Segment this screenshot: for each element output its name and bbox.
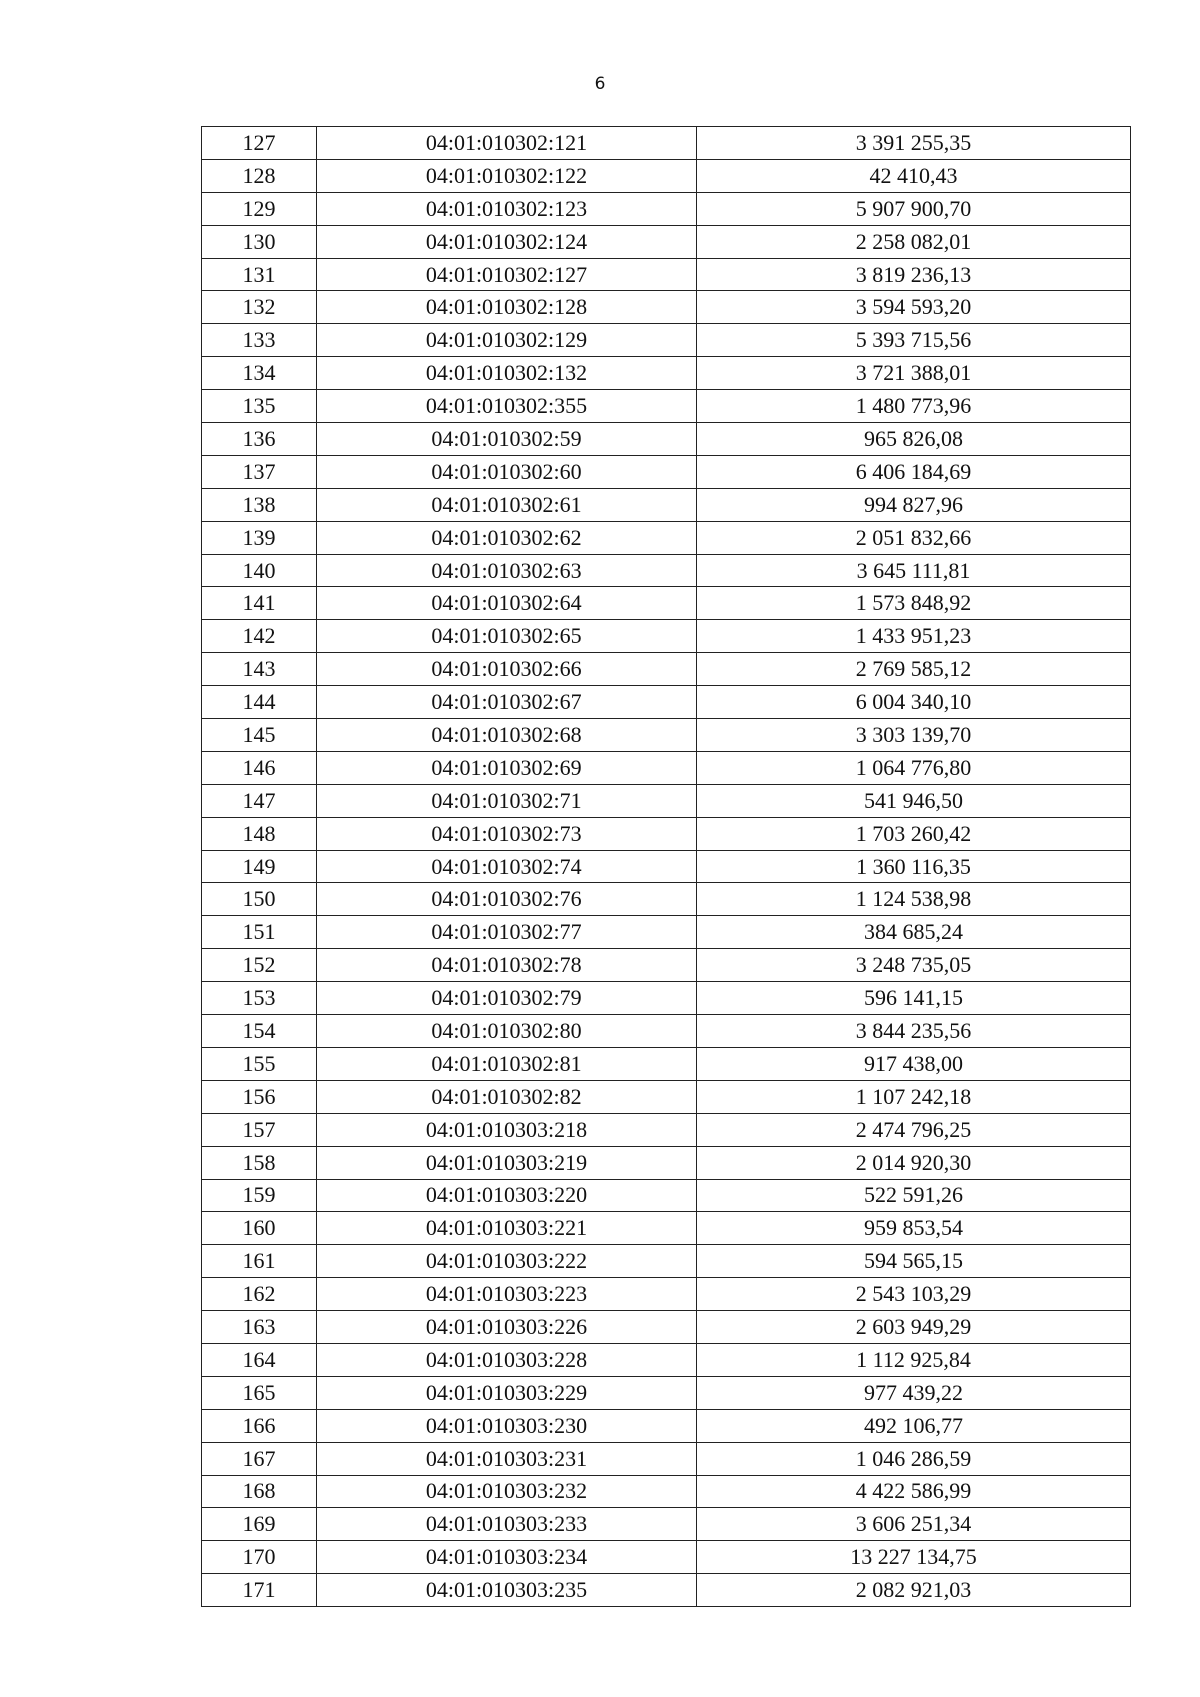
- cadastral-number-cell: 04:01:010302:63: [317, 554, 697, 587]
- row-number-cell: 159: [202, 1179, 317, 1212]
- table-row: [202, 258, 1131, 291]
- cadastral-value-cell: 384 685,24: [697, 916, 1131, 949]
- table-row: [202, 850, 1131, 883]
- cadastral-value-cell: 3 721 388,01: [697, 357, 1131, 390]
- cadastral-number-cell: 04:01:010302:78: [317, 949, 697, 982]
- cadastral-number-cell: 04:01:010303:231: [317, 1442, 697, 1475]
- table-row: [202, 357, 1131, 390]
- table-row: [202, 982, 1131, 1015]
- row-number-cell: 155: [202, 1047, 317, 1080]
- cadastral-number-cell: 04:01:010303:232: [317, 1475, 697, 1508]
- cadastral-value-cell: 977 439,22: [697, 1376, 1131, 1409]
- table-row: [202, 686, 1131, 719]
- cadastral-number-cell: 04:01:010302:60: [317, 455, 697, 488]
- row-number-cell: 150: [202, 883, 317, 916]
- row-number-cell: 170: [202, 1541, 317, 1574]
- cadastral-value-cell: 5 393 715,56: [697, 324, 1131, 357]
- cadastral-number-cell: 04:01:010302:64: [317, 587, 697, 620]
- table-row: [202, 1179, 1131, 1212]
- cadastral-number-cell: 04:01:010302:74: [317, 850, 697, 883]
- cadastral-number-cell: 04:01:010303:229: [317, 1376, 697, 1409]
- cadastral-number-cell: 04:01:010302:66: [317, 653, 697, 686]
- cadastral-value-cell: 2 051 832,66: [697, 521, 1131, 554]
- cadastral-number-cell: 04:01:010302:80: [317, 1015, 697, 1048]
- row-number-cell: 156: [202, 1080, 317, 1113]
- cadastral-number-cell: 04:01:010303:222: [317, 1245, 697, 1278]
- table-row: [202, 1376, 1131, 1409]
- cadastral-value-cell: 42 410,43: [697, 159, 1131, 192]
- cadastral-number-cell: 04:01:010303:228: [317, 1343, 697, 1376]
- cadastral-number-cell: 04:01:010302:123: [317, 192, 697, 225]
- cadastral-value-cell: 2 543 103,29: [697, 1278, 1131, 1311]
- cadastral-number-cell: 04:01:010302:71: [317, 784, 697, 817]
- cadastral-number-cell: 04:01:010302:62: [317, 521, 697, 554]
- cadastral-value-cell: 1 046 286,59: [697, 1442, 1131, 1475]
- cadastral-value-cell: 2 082 921,03: [697, 1574, 1131, 1607]
- cadastral-value-cell: 541 946,50: [697, 784, 1131, 817]
- page-number: 6: [594, 74, 606, 94]
- table-row: [202, 1442, 1131, 1475]
- cadastral-number-cell: 04:01:010302:65: [317, 620, 697, 653]
- row-number-cell: 145: [202, 719, 317, 752]
- table-row: [202, 1409, 1131, 1442]
- table-row: [202, 192, 1131, 225]
- row-number-cell: 161: [202, 1245, 317, 1278]
- table-row: [202, 653, 1131, 686]
- table-row: [202, 455, 1131, 488]
- table-row: [202, 883, 1131, 916]
- table-row: [202, 1475, 1131, 1508]
- cadastral-value-cell: 994 827,96: [697, 488, 1131, 521]
- cadastral-value-cell: 1 360 116,35: [697, 850, 1131, 883]
- row-number-cell: 131: [202, 258, 317, 291]
- row-number-cell: 152: [202, 949, 317, 982]
- row-number-cell: 132: [202, 291, 317, 324]
- cadastral-number-cell: 04:01:010303:223: [317, 1278, 697, 1311]
- row-number-cell: 149: [202, 850, 317, 883]
- cadastral-number-cell: 04:01:010302:122: [317, 159, 697, 192]
- table-row: [202, 1508, 1131, 1541]
- table-row: [202, 488, 1131, 521]
- table-row: [202, 1343, 1131, 1376]
- table-row: [202, 1278, 1131, 1311]
- row-number-cell: 158: [202, 1146, 317, 1179]
- cadastral-number-cell: 04:01:010303:235: [317, 1574, 697, 1607]
- row-number-cell: 137: [202, 455, 317, 488]
- table-row: [202, 423, 1131, 456]
- row-number-cell: 136: [202, 423, 317, 456]
- cadastral-value-cell: 3 594 593,20: [697, 291, 1131, 324]
- row-number-cell: 157: [202, 1113, 317, 1146]
- row-number-cell: 127: [202, 127, 317, 160]
- row-number-cell: 166: [202, 1409, 317, 1442]
- row-number-cell: 135: [202, 390, 317, 423]
- cadastral-value-cell: 959 853,54: [697, 1212, 1131, 1245]
- table-row: [202, 751, 1131, 784]
- cadastral-value-cell: 2 014 920,30: [697, 1146, 1131, 1179]
- row-number-cell: 146: [202, 751, 317, 784]
- table-row: [202, 587, 1131, 620]
- cadastral-number-cell: 04:01:010302:77: [317, 916, 697, 949]
- cadastral-value-cell: 1 064 776,80: [697, 751, 1131, 784]
- cadastral-number-cell: 04:01:010303:218: [317, 1113, 697, 1146]
- row-number-cell: 142: [202, 620, 317, 653]
- row-number-cell: 133: [202, 324, 317, 357]
- cadastral-value-cell: 965 826,08: [697, 423, 1131, 456]
- cadastral-number-cell: 04:01:010302:61: [317, 488, 697, 521]
- cadastral-number-cell: 04:01:010302:67: [317, 686, 697, 719]
- table-row: [202, 324, 1131, 357]
- row-number-cell: 165: [202, 1376, 317, 1409]
- row-number-cell: 143: [202, 653, 317, 686]
- row-number-cell: 168: [202, 1475, 317, 1508]
- row-number-cell: 153: [202, 982, 317, 1015]
- row-number-cell: 148: [202, 817, 317, 850]
- cadastral-value-cell: 2 769 585,12: [697, 653, 1131, 686]
- cadastral-value-cell: 1 107 242,18: [697, 1080, 1131, 1113]
- cadastral-value-cell: 3 248 735,05: [697, 949, 1131, 982]
- cadastral-number-cell: 04:01:010302:73: [317, 817, 697, 850]
- cadastral-value-cell: 1 112 925,84: [697, 1343, 1131, 1376]
- table-row: [202, 390, 1131, 423]
- table-row: [202, 719, 1131, 752]
- cadastral-value-cell: 3 303 139,70: [697, 719, 1131, 752]
- cadastral-value-cell: 2 603 949,29: [697, 1311, 1131, 1344]
- row-number-cell: 128: [202, 159, 317, 192]
- table-row: [202, 127, 1131, 160]
- cadastral-number-cell: 04:01:010303:221: [317, 1212, 697, 1245]
- table-row: [202, 1574, 1131, 1607]
- cadastral-number-cell: 04:01:010302:124: [317, 225, 697, 258]
- table-row: [202, 291, 1131, 324]
- table-row: [202, 620, 1131, 653]
- row-number-cell: 147: [202, 784, 317, 817]
- cadastral-number-cell: 04:01:010303:219: [317, 1146, 697, 1179]
- cadastral-number-cell: 04:01:010302:129: [317, 324, 697, 357]
- table-row: [202, 817, 1131, 850]
- cadastral-value-cell: 1 480 773,96: [697, 390, 1131, 423]
- cadastral-number-cell: 04:01:010302:59: [317, 423, 697, 456]
- row-number-cell: 164: [202, 1343, 317, 1376]
- table-row: [202, 916, 1131, 949]
- cadastral-number-cell: 04:01:010303:226: [317, 1311, 697, 1344]
- cadastral-value-cell: 917 438,00: [697, 1047, 1131, 1080]
- cadastral-value-cell: 596 141,15: [697, 982, 1131, 1015]
- table-row: [202, 1047, 1131, 1080]
- row-number-cell: 130: [202, 225, 317, 258]
- table-row: [202, 1311, 1131, 1344]
- table-row: [202, 1541, 1131, 1574]
- cadastral-value-cell: 1 703 260,42: [697, 817, 1131, 850]
- cadastral-value-cell: 522 591,26: [697, 1179, 1131, 1212]
- cadastral-number-cell: 04:01:010302:76: [317, 883, 697, 916]
- row-number-cell: 139: [202, 521, 317, 554]
- cadastral-value-cell: 2 474 796,25: [697, 1113, 1131, 1146]
- table-row: [202, 1080, 1131, 1113]
- table-row: [202, 949, 1131, 982]
- cadastral-number-cell: 04:01:010302:132: [317, 357, 697, 390]
- cadastral-number-cell: 04:01:010302:355: [317, 390, 697, 423]
- cadastral-value-cell: 5 907 900,70: [697, 192, 1131, 225]
- cadastral-value-cell: 1 433 951,23: [697, 620, 1131, 653]
- cadastral-value-cell: 3 645 111,81: [697, 554, 1131, 587]
- table-row: [202, 225, 1131, 258]
- cadastral-value-cell: 4 422 586,99: [697, 1475, 1131, 1508]
- row-number-cell: 154: [202, 1015, 317, 1048]
- cadastral-value-cell: 6 406 184,69: [697, 455, 1131, 488]
- cadastral-value-cell: 3 844 235,56: [697, 1015, 1131, 1048]
- row-number-cell: 141: [202, 587, 317, 620]
- row-number-cell: 167: [202, 1442, 317, 1475]
- cadastral-value-cell: 594 565,15: [697, 1245, 1131, 1278]
- cadastral-number-cell: 04:01:010302:79: [317, 982, 697, 1015]
- table-row: [202, 159, 1131, 192]
- row-number-cell: 162: [202, 1278, 317, 1311]
- cadastral-value-cell: 492 106,77: [697, 1409, 1131, 1442]
- cadastral-value-cell: 13 227 134,75: [697, 1541, 1131, 1574]
- cadastral-number-cell: 04:01:010303:220: [317, 1179, 697, 1212]
- cadastral-number-cell: 04:01:010302:127: [317, 258, 697, 291]
- cadastral-number-cell: 04:01:010302:121: [317, 127, 697, 160]
- table-row: [202, 1015, 1131, 1048]
- cadastral-number-cell: 04:01:010302:69: [317, 751, 697, 784]
- cadastral-number-cell: 04:01:010302:68: [317, 719, 697, 752]
- cadastral-number-cell: 04:01:010302:82: [317, 1080, 697, 1113]
- row-number-cell: 151: [202, 916, 317, 949]
- cadastral-number-cell: 04:01:010302:128: [317, 291, 697, 324]
- row-number-cell: 129: [202, 192, 317, 225]
- cadastral-value-cell: 3 819 236,13: [697, 258, 1131, 291]
- table-body: [202, 127, 1131, 1607]
- cadastral-value-cell: 3 606 251,34: [697, 1508, 1131, 1541]
- cadastral-number-cell: 04:01:010303:233: [317, 1508, 697, 1541]
- cadastral-value-cell: 6 004 340,10: [697, 686, 1131, 719]
- row-number-cell: 160: [202, 1212, 317, 1245]
- row-number-cell: 171: [202, 1574, 317, 1607]
- cadastral-value-cell: 1 124 538,98: [697, 883, 1131, 916]
- cadastral-number-cell: 04:01:010303:234: [317, 1541, 697, 1574]
- table-row: [202, 1146, 1131, 1179]
- table-row: [202, 1245, 1131, 1278]
- cadastral-number-cell: 04:01:010303:230: [317, 1409, 697, 1442]
- row-number-cell: 138: [202, 488, 317, 521]
- cadastral-number-cell: 04:01:010302:81: [317, 1047, 697, 1080]
- table-row: [202, 784, 1131, 817]
- row-number-cell: 163: [202, 1311, 317, 1344]
- cadastral-value-cell: 3 391 255,35: [697, 127, 1131, 160]
- row-number-cell: 144: [202, 686, 317, 719]
- row-number-cell: 140: [202, 554, 317, 587]
- cadastral-value-cell: 2 258 082,01: [697, 225, 1131, 258]
- table-row: [202, 554, 1131, 587]
- table-row: [202, 1212, 1131, 1245]
- table-row: [202, 1113, 1131, 1146]
- table-row: [202, 521, 1131, 554]
- row-number-cell: 134: [202, 357, 317, 390]
- cadastral-value-cell: 1 573 848,92: [697, 587, 1131, 620]
- row-number-cell: 169: [202, 1508, 317, 1541]
- cadastral-value-table: [201, 126, 1131, 1607]
